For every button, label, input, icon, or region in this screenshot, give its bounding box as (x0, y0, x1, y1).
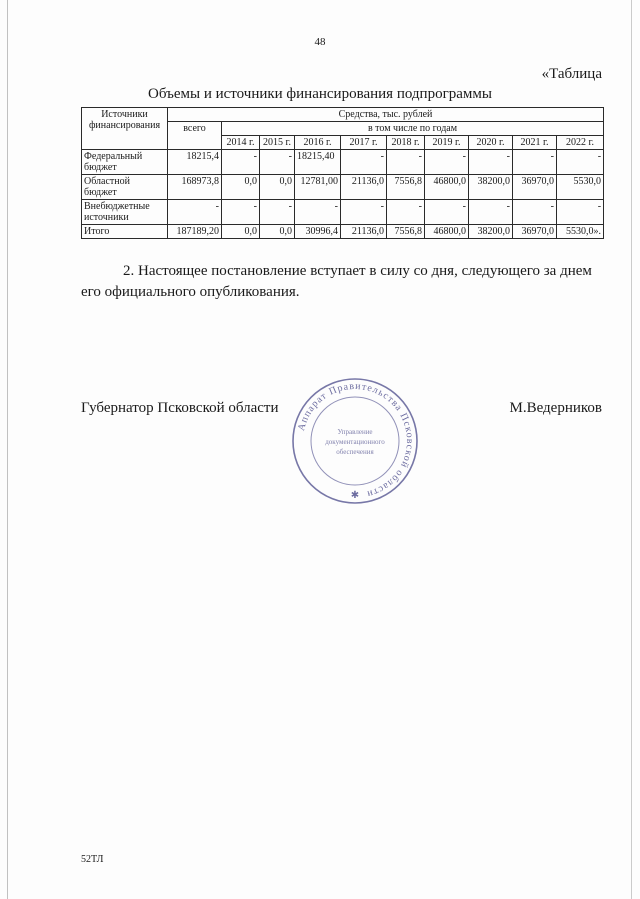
page-number: 48 (314, 36, 326, 48)
row-source: Федеральный бюджет (82, 150, 168, 175)
financing-table (81, 107, 604, 239)
row-value: 12781,00 (295, 175, 341, 200)
row-value: - (222, 200, 260, 225)
signatory-name: М.Ведерников (509, 400, 602, 416)
row-value: 0,0 (260, 225, 295, 239)
header-year: 2018 г. (387, 136, 425, 150)
row-value: - (295, 200, 341, 225)
row-source: Внебюджетные источники (82, 200, 168, 225)
row-value: 5530,0 (557, 175, 604, 200)
stamp-star-icon: ✱ (350, 490, 360, 501)
row-value: - (513, 200, 557, 225)
stamp-line: обеспечения (336, 448, 374, 456)
row-value: 7556,8 (387, 225, 425, 239)
row-value: 46800,0 (425, 175, 469, 200)
signatory-title: Губернатор Псковской области (81, 400, 279, 416)
header-year: 2017 г. (341, 136, 387, 150)
row-value: - (557, 200, 604, 225)
row-value: 21136,0 (341, 225, 387, 239)
row-total: - (168, 200, 222, 225)
row-value: 0,0 (222, 175, 260, 200)
row-value: 5530,0». (557, 225, 604, 239)
stamp-line: документационного (325, 438, 385, 446)
row-value: 36970,0 (513, 225, 557, 239)
scan-edge-right (631, 0, 632, 899)
header-year: 2019 г. (425, 136, 469, 150)
row-value: 38200,0 (469, 225, 513, 239)
row-value: - (469, 150, 513, 175)
header-year: 2021 г. (513, 136, 557, 150)
row-value: 46800,0 (425, 225, 469, 239)
row-value: 7556,8 (387, 175, 425, 200)
row-value: 21136,0 (341, 175, 387, 200)
row-total: 18215,4 (168, 150, 222, 175)
table-row (82, 175, 604, 200)
row-value: - (513, 150, 557, 175)
stamp-ring-text: Аппарат Правительства Псковской области (296, 380, 416, 500)
row-value: 0,0 (222, 225, 260, 239)
header-year: 2014 г. (222, 136, 260, 150)
header-year: 2016 г. (295, 136, 341, 150)
header-by-years: в том числе по годам (222, 122, 604, 136)
table-row-total (82, 225, 604, 239)
row-value: 18215,40 (295, 150, 341, 175)
table-reference: «Таблица (541, 66, 602, 82)
table-row (82, 200, 604, 225)
paragraph-effective-date: 2. Настоящее постановление вступает в силу со дня, следующего за днем его официального опубликования. (81, 263, 592, 300)
row-value: - (260, 200, 295, 225)
row-value: - (260, 150, 295, 175)
row-source: Итого (82, 225, 168, 239)
header-year: 2020 г. (469, 136, 513, 150)
row-value: - (469, 200, 513, 225)
document-code: 52ТЛ (81, 854, 104, 865)
header-source: Источники финансирования (82, 108, 168, 150)
header-total: всего (168, 122, 222, 150)
header-year: 2022 г. (557, 136, 604, 150)
scan-edge-left (7, 0, 8, 899)
row-value: - (425, 150, 469, 175)
row-value: - (387, 150, 425, 175)
row-value: - (425, 200, 469, 225)
table-title: Объемы и источники финансирования подпрограммы (148, 86, 492, 102)
row-value: - (341, 150, 387, 175)
row-source: Областной бюджет (82, 175, 168, 200)
row-value: - (387, 200, 425, 225)
header-funds: Средства, тыс. рублей (168, 108, 604, 122)
row-value: 36970,0 (513, 175, 557, 200)
row-value: - (557, 150, 604, 175)
official-stamp (290, 376, 420, 506)
row-value: 38200,0 (469, 175, 513, 200)
row-total: 187189,20 (168, 225, 222, 239)
row-value: - (341, 200, 387, 225)
row-value: 0,0 (260, 175, 295, 200)
header-year: 2015 г. (260, 136, 295, 150)
row-value: - (222, 150, 260, 175)
row-total: 168973,8 (168, 175, 222, 200)
row-value: 30996,4 (295, 225, 341, 239)
table-row (82, 150, 604, 175)
stamp-line: Управление (337, 428, 373, 436)
